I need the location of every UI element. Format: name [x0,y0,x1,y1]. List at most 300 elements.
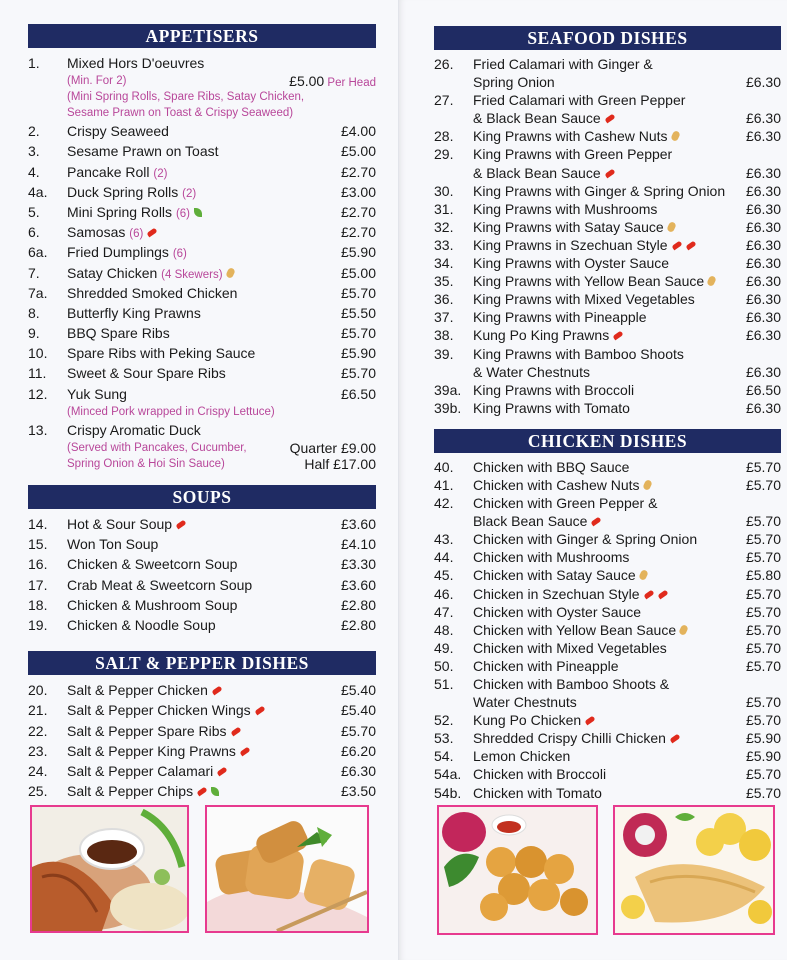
menu-item [434,381,781,399]
menu-item-name: Chicken & Sweetcorn Soup [67,556,238,573]
menu-item-price: £5.50 [340,304,376,321]
menu-item-price: £4.10 [340,536,376,553]
menu-item-name: Chicken with Mushrooms [473,549,630,566]
chili-icon-wrap [666,730,680,746]
menu-item-name-wrap [473,200,657,218]
menu-item [434,326,781,344]
menu-item-price: £3.60 [340,516,376,532]
menu-item-name: Chicken with Mixed Vegetables [473,639,667,656]
menu-item-name-wrap [67,263,234,285]
menu-item-price: £5.00 [340,143,376,160]
menu-item-name-wrap [473,603,641,621]
menu-item-number: 12. [28,385,48,402]
section-heading: SOUPS [28,485,376,509]
menu-item-price: £6.50 [745,381,781,398]
menu-item-number: 45. [434,567,454,584]
menu-item-number: 37. [434,309,454,326]
chili-icon [669,734,680,744]
menu-item [434,512,781,530]
menu-item-name-wrap [473,693,577,711]
menu-item-price: £5.90 [340,244,376,261]
menu-item-number: 16. [28,556,48,573]
chili-icon [657,589,668,599]
menu-item [28,615,376,635]
menu-item-number: 47. [434,603,454,620]
menu-item [28,363,376,383]
menu-item-number: 24. [28,762,48,779]
nut-icon [706,275,717,287]
menu-item-portion: (2) [182,187,197,200]
menu-item-name: Chicken with Green Pepper & [473,495,658,512]
menu-item-price: £6.30 [745,399,781,416]
chili-icon [643,589,654,599]
menu-item-note: Spring Onion & Hoi Sin Sauce) [67,458,225,470]
double-chili-icon [640,586,668,602]
menu-item-number: 15. [28,536,48,553]
menu-item [434,639,781,657]
menu-item-number: 48. [434,621,454,638]
menu-item [434,109,781,127]
menu-item-name-wrap [473,784,602,802]
menu-item-name: Black Bean Sauce [473,513,588,530]
menu-item-name-wrap [473,765,606,783]
menu-item-number: 35. [434,273,454,290]
menu-item-name: Chicken with Bamboo Shoots & [473,676,670,692]
menu-item-price: £5.70 [745,603,781,620]
menu-item-price: £5.70 [745,639,781,656]
menu-item-number: 21. [28,702,48,719]
menu-item-name-wrap [473,308,647,326]
menu-item-name-wrap [473,91,685,109]
menu-item-name-wrap [473,326,623,344]
menu-item-number: 49. [434,639,454,656]
menu-item [434,290,781,308]
menu-item-name-wrap [67,680,222,700]
menu-item-number: 6. [28,224,40,241]
menu-item-number: 30. [434,182,454,199]
chili-icon-wrap [581,712,595,728]
menu-item [434,711,781,729]
menu-item-price: £5.80 [745,567,781,584]
menu-item-price: £5.90 [340,345,376,362]
section-heading: SALT & PEPPER DISHES [28,651,376,675]
menu-item-note: (Min. For 2) [67,75,127,88]
menu-item [28,303,376,323]
menu-item-price: £3.00 [340,183,376,200]
menu-item [434,145,781,163]
menu-item-price: £6.30 [745,218,781,235]
menu-item-number: 54b. [434,784,462,801]
nut-icon [666,221,677,233]
chili-icon-wrap [208,682,222,698]
menu-item-name: Chicken with Ginger & Spring Onion [473,531,698,548]
menu-item-name: Water Chestnuts [473,694,577,711]
menu-item-name-wrap [67,202,202,224]
menu-note-row [28,105,376,121]
menu-item-name: Chicken with Tomato [473,784,602,801]
chili-icon-wrap [609,327,623,343]
menu-item-note: Sesame Prawn on Toast & Crispy Seaweed) [67,107,294,120]
menu-item [434,729,781,747]
menu-item-name-wrap [473,530,697,548]
menu-item [28,761,376,781]
menu-item-name: King Prawns with Broccoli [473,381,635,398]
menu-item-number: 7. [28,264,40,281]
menu-item-name-wrap [67,514,186,534]
menu-item-number: 1. [28,55,40,71]
menu-item-price: £6.30 [745,128,781,145]
menu-item [434,218,781,236]
nut-icon-wrap [704,273,715,289]
menu-item-name-wrap [67,384,127,404]
menu-item-price: £5.70 [745,513,781,530]
menu-item-price: £5.70 [745,657,781,674]
chili-icon [685,241,696,251]
menu-item-number: 3. [28,143,40,160]
menu-item-name: King Prawns with Cashew Nuts [473,128,668,145]
menu-item-name: Chicken in Szechuan Style [473,585,640,602]
menu-item-number: 7a. [28,284,48,301]
menu-item-name-wrap [67,283,237,303]
menu-item-name-wrap [473,399,630,417]
menu-item [434,657,781,675]
menu-item-number: 39. [434,345,454,362]
menu-item-name: King Prawns with Satay Sauce [473,218,664,235]
menu-item-name: Pancake Roll [67,163,150,180]
menu-item [434,476,781,494]
nut-icon-wrap [640,477,651,493]
menu-item-name: Salt & Pepper Chicken [67,682,208,699]
menu-item-name-wrap [67,242,187,264]
menu-item-name-wrap [473,657,619,675]
menu-item-number: 11. [28,365,47,382]
menu-item-price: £5.70 [745,585,781,602]
chili-icon [147,228,158,238]
menu-item-name-wrap [473,363,590,381]
menu-item-portion: (4 Skewers) [161,268,223,281]
menu-item-name-wrap [473,345,684,363]
menu-item-name-wrap [473,711,595,729]
menu-item-price: £6.30 [745,200,781,217]
menu-item-number: 10. [28,345,48,362]
menu-item-name: Chicken & Mushroom Soup [67,596,238,613]
chili-icon [239,746,250,756]
spring-rolls-photo [205,805,369,933]
menu-item-name-wrap [473,548,629,566]
menu-item-price: £5.90 [745,748,781,765]
chili-icon [585,716,596,726]
menu-item-name-wrap [67,781,219,801]
menu-item [434,200,781,218]
menu-item-name-wrap [67,343,255,363]
menu-item-price: £5.70 [745,549,781,566]
menu-item [434,236,781,254]
menu-item-name-wrap [473,236,696,254]
section-heading: APPETISERS [28,24,376,48]
chili-icon [671,241,682,251]
soups-section [28,485,376,635]
menu-item-price: £6.20 [340,742,376,759]
menu-item-name-wrap [67,700,265,720]
menu-item-name-wrap [67,595,237,615]
menu-item-name-wrap [67,420,201,440]
menu-item [28,420,376,440]
menu-note-row [28,73,376,89]
chili-icon-wrap [213,763,227,779]
menu-item-name-wrap [473,621,687,639]
menu-item-number: 27. [434,92,454,109]
menu-item-name-wrap [473,494,657,512]
menu-item-number: 4. [28,163,40,180]
menu-item [434,363,781,381]
menu-item-name-wrap [473,290,695,308]
menu-item [434,345,781,363]
chili-icon-wrap [236,743,250,759]
left-column [28,24,376,801]
menu-item [434,765,781,783]
menu-item-name-wrap [473,145,672,163]
menu-item-price: Quarter £9.00 [289,440,376,456]
menu-item [28,534,376,554]
nut-icon [642,479,653,491]
menu-item-portion: (6) [175,207,190,220]
menu-item-name-wrap [67,741,250,761]
menu-item-name: Satay Chicken [67,264,158,281]
menu-item-name-wrap [473,476,651,494]
chili-icon [230,726,241,736]
menu-item-name-wrap [473,127,679,145]
chili-vegetarian-icon [193,783,219,799]
menu-item-number: 52. [434,712,454,729]
menu-item-price: £6.30 [745,291,781,308]
menu-item-name-wrap [67,303,201,323]
chili-icon-wrap [601,110,615,126]
menu-item-price: £2.70 [340,224,376,241]
nut-icon [225,266,236,278]
chili-icon [211,686,222,696]
menu-item-name: Salt & Pepper Calamari [67,762,214,779]
menu-item-name: Fried Calamari with Ginger & [473,56,653,72]
menu-item-name-wrap [473,272,715,290]
menu-item-name-wrap [473,218,675,236]
menu-item [28,182,376,202]
menu-item-name: BBQ Spare Ribs [67,325,170,342]
menu-item-number: 53. [434,730,454,747]
menu-item-number: 6a. [28,244,48,261]
menu-item-number: 50. [434,657,454,674]
menu-item-name: Yuk Sung [67,385,127,402]
menu-item [434,127,781,145]
menu-item [434,621,781,639]
menu-item-number: 44. [434,549,454,566]
menu-item-price: £5.40 [340,682,376,699]
menu-item [28,595,376,615]
nut-icon-wrap [223,265,234,281]
menu-item-price: £2.70 [340,163,376,180]
menu-item-name-wrap [473,182,725,200]
menu-item-name-wrap [67,554,237,574]
menu-item [28,554,376,574]
menu-item-name: King Prawns with Bamboo Shoots [473,345,684,362]
menu-item-name: Shredded Smoked Chicken [67,284,238,301]
vegetarian-icon [211,787,219,796]
chili-icon [591,517,602,527]
menu-item [28,575,376,595]
menu-item-price: £5.00 [340,264,376,281]
chili-icon [604,168,615,178]
menu-item-name: Salt & Pepper Chips [67,783,194,800]
price-suffix: Per Head [324,77,376,90]
menu-item-name: Spring Onion [473,74,555,91]
menu-item-price: £6.50 [340,385,376,402]
menu-item [28,222,376,242]
menu-item [28,384,376,404]
menu-item-name-wrap [67,141,219,161]
menu-item [28,680,376,700]
menu-item-name: King Prawns with Ginger & Spring Onion [473,182,726,199]
menu-item-price: £5.70 [745,621,781,638]
menu-item [28,700,376,720]
menu-item-name: Shredded Crispy Chilli Chicken [473,730,666,747]
menu-item-number: 23. [28,742,48,759]
menu-item-price: £5.40 [340,702,376,719]
menu-item-name: & Water Chestnuts [473,363,590,380]
menu-item-number: 25. [28,783,48,800]
menu-item-portion: (6) [172,248,187,261]
menu-item-name-wrap [67,534,158,554]
menu-item [434,458,781,476]
menu-item-price: £6.30 [745,110,781,127]
double-chili-icon [668,237,696,253]
right-column [434,26,781,802]
menu-item-number: 41. [434,476,454,493]
menu-item-number: 54a. [434,766,462,783]
seafood-section [434,26,781,417]
menu-item-name-wrap [67,121,169,141]
menu-item-price: £5.70 [340,284,376,301]
menu-item-price: £6.30 [745,164,781,181]
menu-item [434,308,781,326]
menu-item-name-wrap [473,747,570,765]
menu-item-name: Chicken with Oyster Sauce [473,603,642,620]
menu-item-name-wrap [473,458,629,476]
duck-pancake-photo [30,805,189,933]
menu-item-number: 40. [434,458,454,475]
menu-item-number: 38. [434,327,454,344]
menu-item-name: Hot & Sour Soup [67,516,173,532]
menu-item-name-wrap [473,164,615,182]
menu-note-row [28,89,376,105]
menu-item-price: £5.70 [745,531,781,548]
menu-item-name-wrap [473,512,601,530]
menu-item-portion: (2) [153,167,168,180]
menu-item-price: £3.50 [340,783,376,800]
menu-item-name: Chicken with BBQ Sauce [473,458,630,475]
menu-item-number: 28. [434,128,454,145]
menu-item-price: £5.70 [745,694,781,711]
menu-item-number: 29. [434,146,454,163]
menu-item [434,494,781,512]
menu-item-name-wrap [67,721,241,741]
menu-item-name-wrap [67,575,252,595]
menu-item-price: £6.30 [745,182,781,199]
menu-item-name: Fried Dumplings [67,244,169,261]
menu-item-name: Chicken with Broccoli [473,766,607,783]
menu-item [434,399,781,417]
menu-item [28,741,376,761]
menu-item [28,162,376,182]
menu-item-price: Half £17.00 [304,456,376,472]
chili-icon-wrap [143,224,157,240]
menu-item-price: £6.30 [745,273,781,290]
menu-item-name-wrap [67,53,204,73]
menu-item-number: 2. [28,123,40,140]
menu-item-name-wrap [473,73,555,91]
menu-item-price: £6.30 [745,363,781,380]
menu-item-name-wrap [67,182,196,204]
section-heading: SEAFOOD DISHES [434,26,781,50]
chicken-section [434,429,781,802]
chili-icon-wrap [227,723,241,739]
menu-item [28,283,376,303]
vegetarian-icon [194,208,202,217]
menu-item-price: £5.70 [340,365,376,382]
menu-item-price: £5.70 [745,784,781,801]
menu-item-name-wrap [473,639,667,657]
chili-icon-wrap [251,702,265,718]
menu-item-name-wrap [473,109,615,127]
nut-icon [670,130,681,142]
menu-item-name: King Prawns with Mixed Vegetables [473,291,695,308]
menu-item-number: 33. [434,236,454,253]
menu-item-price: £3.60 [340,576,376,593]
menu-item-name: Samosas [67,224,126,241]
menu-item [434,530,781,548]
menu-item-number: 14. [28,516,48,532]
menu-item-name: Salt & Pepper Chicken Wings [67,702,251,719]
menu-item [434,566,781,584]
nut-icon-wrap [668,128,679,144]
menu-item-number: 39a. [434,381,462,398]
menu-item [28,202,376,222]
chili-icon [197,787,208,797]
menu-note-row [28,456,376,472]
menu-item-price: £5.70 [745,712,781,729]
menu-item [434,784,781,802]
menu-item-number: 43. [434,531,454,548]
menu-item-name: Crispy Aromatic Duck [67,421,201,438]
menu-item [434,55,781,73]
menu-item-name-wrap [473,566,647,584]
nut-icon-wrap [636,567,647,583]
menu-item-price: £6.30 [745,255,781,272]
menu-item [28,323,376,343]
menu-item-name-wrap [67,761,227,781]
menu-item-name: Won Ton Soup [67,536,159,553]
chili-icon-wrap [601,165,615,181]
chili-icon [254,706,265,716]
menu-item-price: £5.70 [745,766,781,783]
menu-item [28,121,376,141]
menu-item-number: 51. [434,676,454,692]
menu-item-price: £6.30 [340,762,376,779]
menu-item-name-wrap [473,675,669,693]
menu-item-number: 54. [434,748,454,765]
menu-item-name: Mixed Hors D'oeuvres [67,55,205,71]
menu-item-price: £5.70 [340,722,376,739]
menu-item-name-wrap [67,323,170,343]
menu-item-name-wrap [473,585,668,603]
